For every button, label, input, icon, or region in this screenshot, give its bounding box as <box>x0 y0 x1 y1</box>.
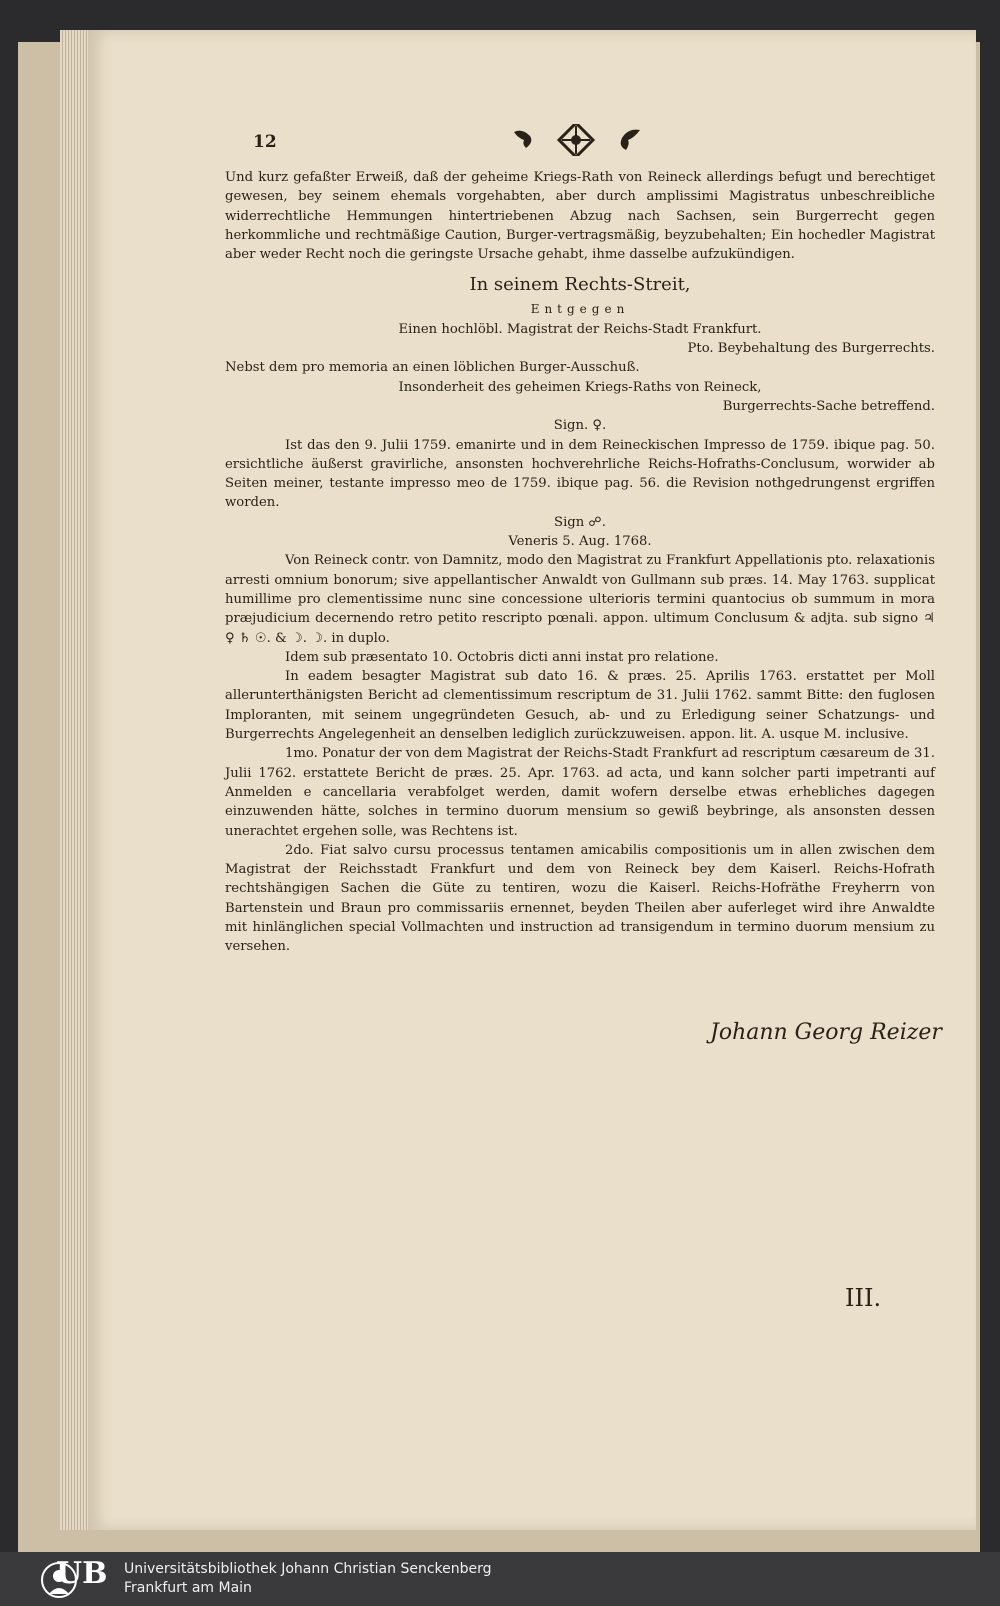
paragraph: Von Reineck contr. von Damnitz, modo den Magistrat zu Frankfurt Appellationis pto. relaxationis arresti omnium bonorum; sive appellantischer Anwaldt von Gullmann sub præs. 14. May 1763. supplicat humillime pro clementissime nunc sine concessione ulterioris termini quantocius ob summum in mora præjudicium decernendo retro petito rescripto pœnali. appon. ultimum Conclusum & adjta. sub signo ♃ ♀ ♄ ☉. & ☽. ☽. in duplo. <box>225 553 935 646</box>
library-footer <box>0 1552 1000 1606</box>
paragraph: Sign ☍. <box>554 514 606 530</box>
page-number: 12 <box>253 132 277 152</box>
catchword: III. <box>845 1284 882 1312</box>
paragraph: Burgerrechts-Sache betreffend. <box>722 398 935 414</box>
page-stack-edge <box>60 30 90 1530</box>
paragraph: In seinem Rechts-Streit, <box>469 274 691 296</box>
library-name-line1: Universitätsbibliothek Johann Christian Senckenberg <box>124 1561 492 1577</box>
paragraph: Pto. Beybehaltung des Burgerrechts. <box>687 341 935 357</box>
library-name-line2: Frankfurt am Main <box>124 1580 252 1596</box>
paragraph: Veneris 5. Aug. 1768. <box>508 534 652 550</box>
paragraph: Insonderheit des geheimen Kriegs-Raths von Reineck, <box>398 379 762 395</box>
paragraph: 1mo. Ponatur der von dem Magistrat der Reichs-Stadt Frankfurt ad rescriptum cæsareum de 31. Julii 1762. erstattete Bericht de præs. 25. Apr. 1763. ad acta, und kann solcher parti impetranti auf Anmelden e cancellaria verabfolget werden, damit wofern derselbe etwas erhebliches dagegen einzuwenden hätte, solches in termino duorum mensium so gewiß beybringe, als ansonsten dessen unerachtet ergehen solle, was Rechtens ist. <box>225 746 935 839</box>
paragraph: In eadem besagter Magistrat sub dato 16. & præs. 25. Aprilis 1763. erstattet per Moll allerunterthänigsten Bericht ad clementissimum rescriptum de 31. Julii 1762. sammt Bitte: den fuglosen Imploranten, mit seinem ungegründeten Gesuch, ab- und zu Erledigung seiner Schatzungs- und Burgerrechts Angelegenheit an denselben lediglich zurückzuweisen. appon. lit. A. usque M. inclusive. <box>225 669 935 743</box>
header-ornament-icon <box>512 124 642 156</box>
signature: Johann Georg Reizer <box>710 1020 942 1045</box>
paragraph: Sign. ♀. <box>553 418 607 434</box>
library-logo-text: UB <box>56 1556 108 1591</box>
library-name <box>124 1560 492 1598</box>
document-body <box>225 168 935 957</box>
paragraph: Idem sub præsentato 10. Octobris dicti anni instat pro relatione. <box>285 649 719 665</box>
paragraph: Entgegen <box>530 302 630 317</box>
paragraph: Einen hochlöbl. Magistrat der Reichs-Stadt Frankfurt. <box>398 321 762 337</box>
paragraph: Ist das den 9. Julii 1759. emanirte und in dem Reineckischen Impresso de 1759. ibique pag. 50. ersichtliche äußerst gravirliche, ansonsten hochverehrliche Reichs-Hofraths-Conclusum, worwider ab Seiten meiner, testante impresso meo de 1759. ibique pag. 56. die Revision nothgedrungenst ergriffen worden. <box>225 437 935 511</box>
paragraph: Nebst dem pro memoria an einen löblichen Burger-Ausschuß. <box>225 360 640 376</box>
paragraph: 2do. Fiat salvo cursu processus tentamen amicabilis compositionis um in allen zwischen dem Magistrat der Reichsstadt Frankfurt und dem von Reineck bey dem Kaiserl. Reichs-Hofrath rechtshängigen Sachen die Güte zu tentiren, wozu die Kaiserl. Reichs-Hofräthe Freyherrn von Bartenstein und Braun pro commissariis ernennet, beyden Theilen aber auferleget wird ihre Anwaldte mit hinlänglichen special Vollmachten und instruction ad transigendum in termino duorum mensium zu versehen. <box>225 842 935 955</box>
paragraph: Und kurz gefaßter Erweiß, daß der geheime Kriegs-Rath von Reineck allerdings befugt und berechtiget gewesen, bey seinem ehemals vorgehabten, aber durch amplissimi Magistratus unbeschreibliche widerrechtliche Hemmungen hintertriebenen Abzug nach Sachsen, sein Burgerrecht gegen herkommliche und rechtmäßige Caution, Burger-vertragsmäßig, beyzubehalten; Ein hochedler Magistrat aber weder Recht noch die geringste Ursache gehabt, ihme dasselbe aufzukündigen. <box>225 170 935 263</box>
